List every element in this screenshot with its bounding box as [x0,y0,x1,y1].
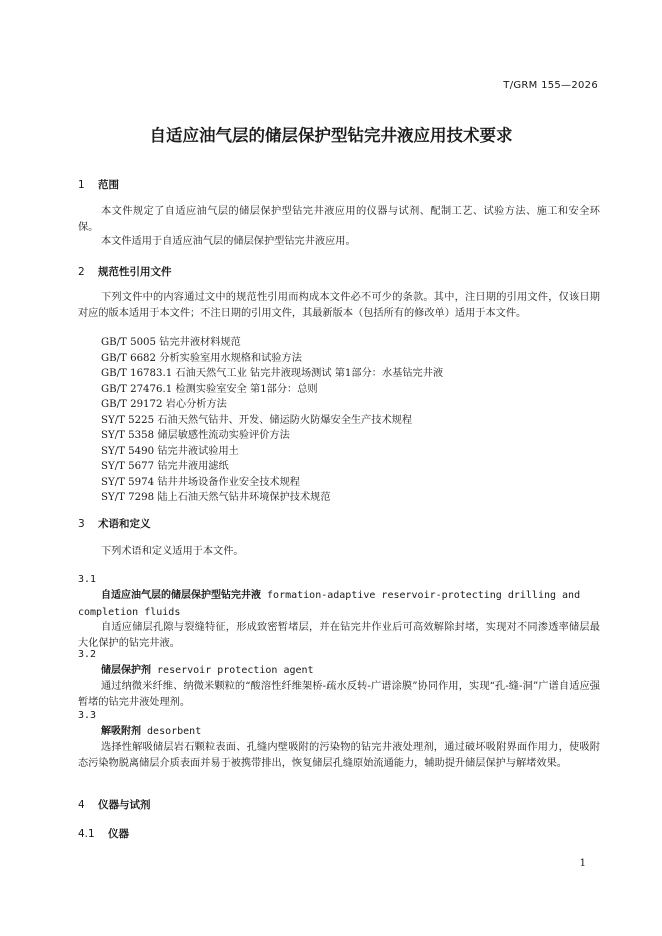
section-number: 4 [78,799,85,811]
reference-item: SY/T 5677 钻完井液用滤纸 [101,461,229,472]
reference-item: GB/T 27476.1 检测实验室安全 第1部分：总则 [101,383,318,395]
term-english: desorbent [147,726,202,737]
term-chinese: 储层保护剂 [101,665,151,676]
term-heading [78,723,600,740]
reference-item: SY/T 5225 石油天然气钻井、开发、储运防火防爆安全生产技术规程 [101,414,413,426]
reference-item: GB/T 29172 岩心分析方法 [101,399,227,410]
section-title: 术语和定义 [98,518,151,530]
term-chinese: 自适应油气层的储层保护型钻完井液 [101,590,261,601]
section-title: 仪器与试剂 [98,799,151,811]
term-chinese: 解吸附剂 [101,726,141,737]
reference-item: SY/T 5358 储层敏感性流动实验评价方法 [101,430,290,441]
section-3-intro: 下列术语和定义适用于本文件。 [101,546,244,557]
reference-item: SY/T 7298 陆上石油天然气钻井环境保护技术规范 [101,492,331,503]
subsection-4-1-heading [78,826,129,841]
section-number: 3 [78,518,85,530]
section-1-paragraph: 本文件适用于自适应油气层的储层保护型钻完井液应用。 [101,236,356,247]
subsection-number: 4.1 [78,828,95,840]
document-id: T/GRM 155—2026 [503,80,598,91]
term-definition: 选择性解吸储层岩石颗粒表面、孔缝内壁吸附的污染物的钻完井液处理剂，通过破坏吸附界面作用力，使吸附态污染物脱离储层介质表面并易于被携带排出，恢复储层孔缝原始流通能力，辅助提升储层保护与解堵效果。 [78,742,600,769]
section-2-intro: 下列文件中的内容通过文中的规范性引用而构成本文件必不可少的条款。其中，注日期的引用文件，仅该日期对应的版本适用于本文件；不注日期的引用文件，其最新版本（包括所有的修改单）适用于本文件。 [78,292,600,319]
reference-item: GB/T 5005 钻完井液材料规范 [101,337,241,348]
term-heading [78,587,600,621]
document-title: 自适应油气层的储层保护型钻完井液应用技术要求 [149,126,513,145]
reference-item: GB/T 16783.1 石油天然气工业 钻完井液现场测试 第1部分：水基钻完井液 [101,368,444,379]
term-number: 3.3 [78,710,97,721]
section-1-heading [78,177,119,192]
reference-item: GB/T 6682 分析实验室用水规格和试验方法 [101,352,302,364]
section-1-paragraph: 本文件规定了自适应油气层的储层保护型钻完井液应用的仪器与试剂、配制工艺、试验方法、施工和安全环保。 [78,206,600,233]
reference-item: SY/T 5490 钻完井液试验用土 [101,445,239,457]
section-2-heading [78,264,172,279]
section-4-heading [78,797,151,812]
term-definition: 自适应储层孔隙与裂缝特征，形成致密暂堵层，并在钻完井作业后可高效解除封堵，实现对不同渗透率储层最大化保护的钻完井液。 [78,622,600,649]
term-heading [78,662,600,679]
section-title: 规范性引用文件 [98,266,172,278]
section-number: 1 [78,179,85,191]
term-number: 3.2 [78,649,97,660]
term-english: reservoir protection agent [157,665,314,676]
term-english: formation-adaptive reservoir-protecting drilling and completion fluids [78,590,581,618]
reference-item: SY/T 5974 钻井井场设备作业安全技术规程 [101,476,300,488]
section-3-heading [78,516,151,531]
term-definition: 通过纳微米纤维、纳微米颗粒的“酸溶性纤维架桥-疏水反转-广谱涂膜”协同作用，实现“孔-缝-洞”广谱自适应强暂堵的钻完井液处理剂。 [78,681,600,708]
section-number: 2 [78,266,85,278]
section-title: 范围 [98,179,119,191]
subsection-title: 仪器 [108,828,129,840]
term-number: 3.1 [78,574,97,585]
page-number: 1 [579,858,586,869]
